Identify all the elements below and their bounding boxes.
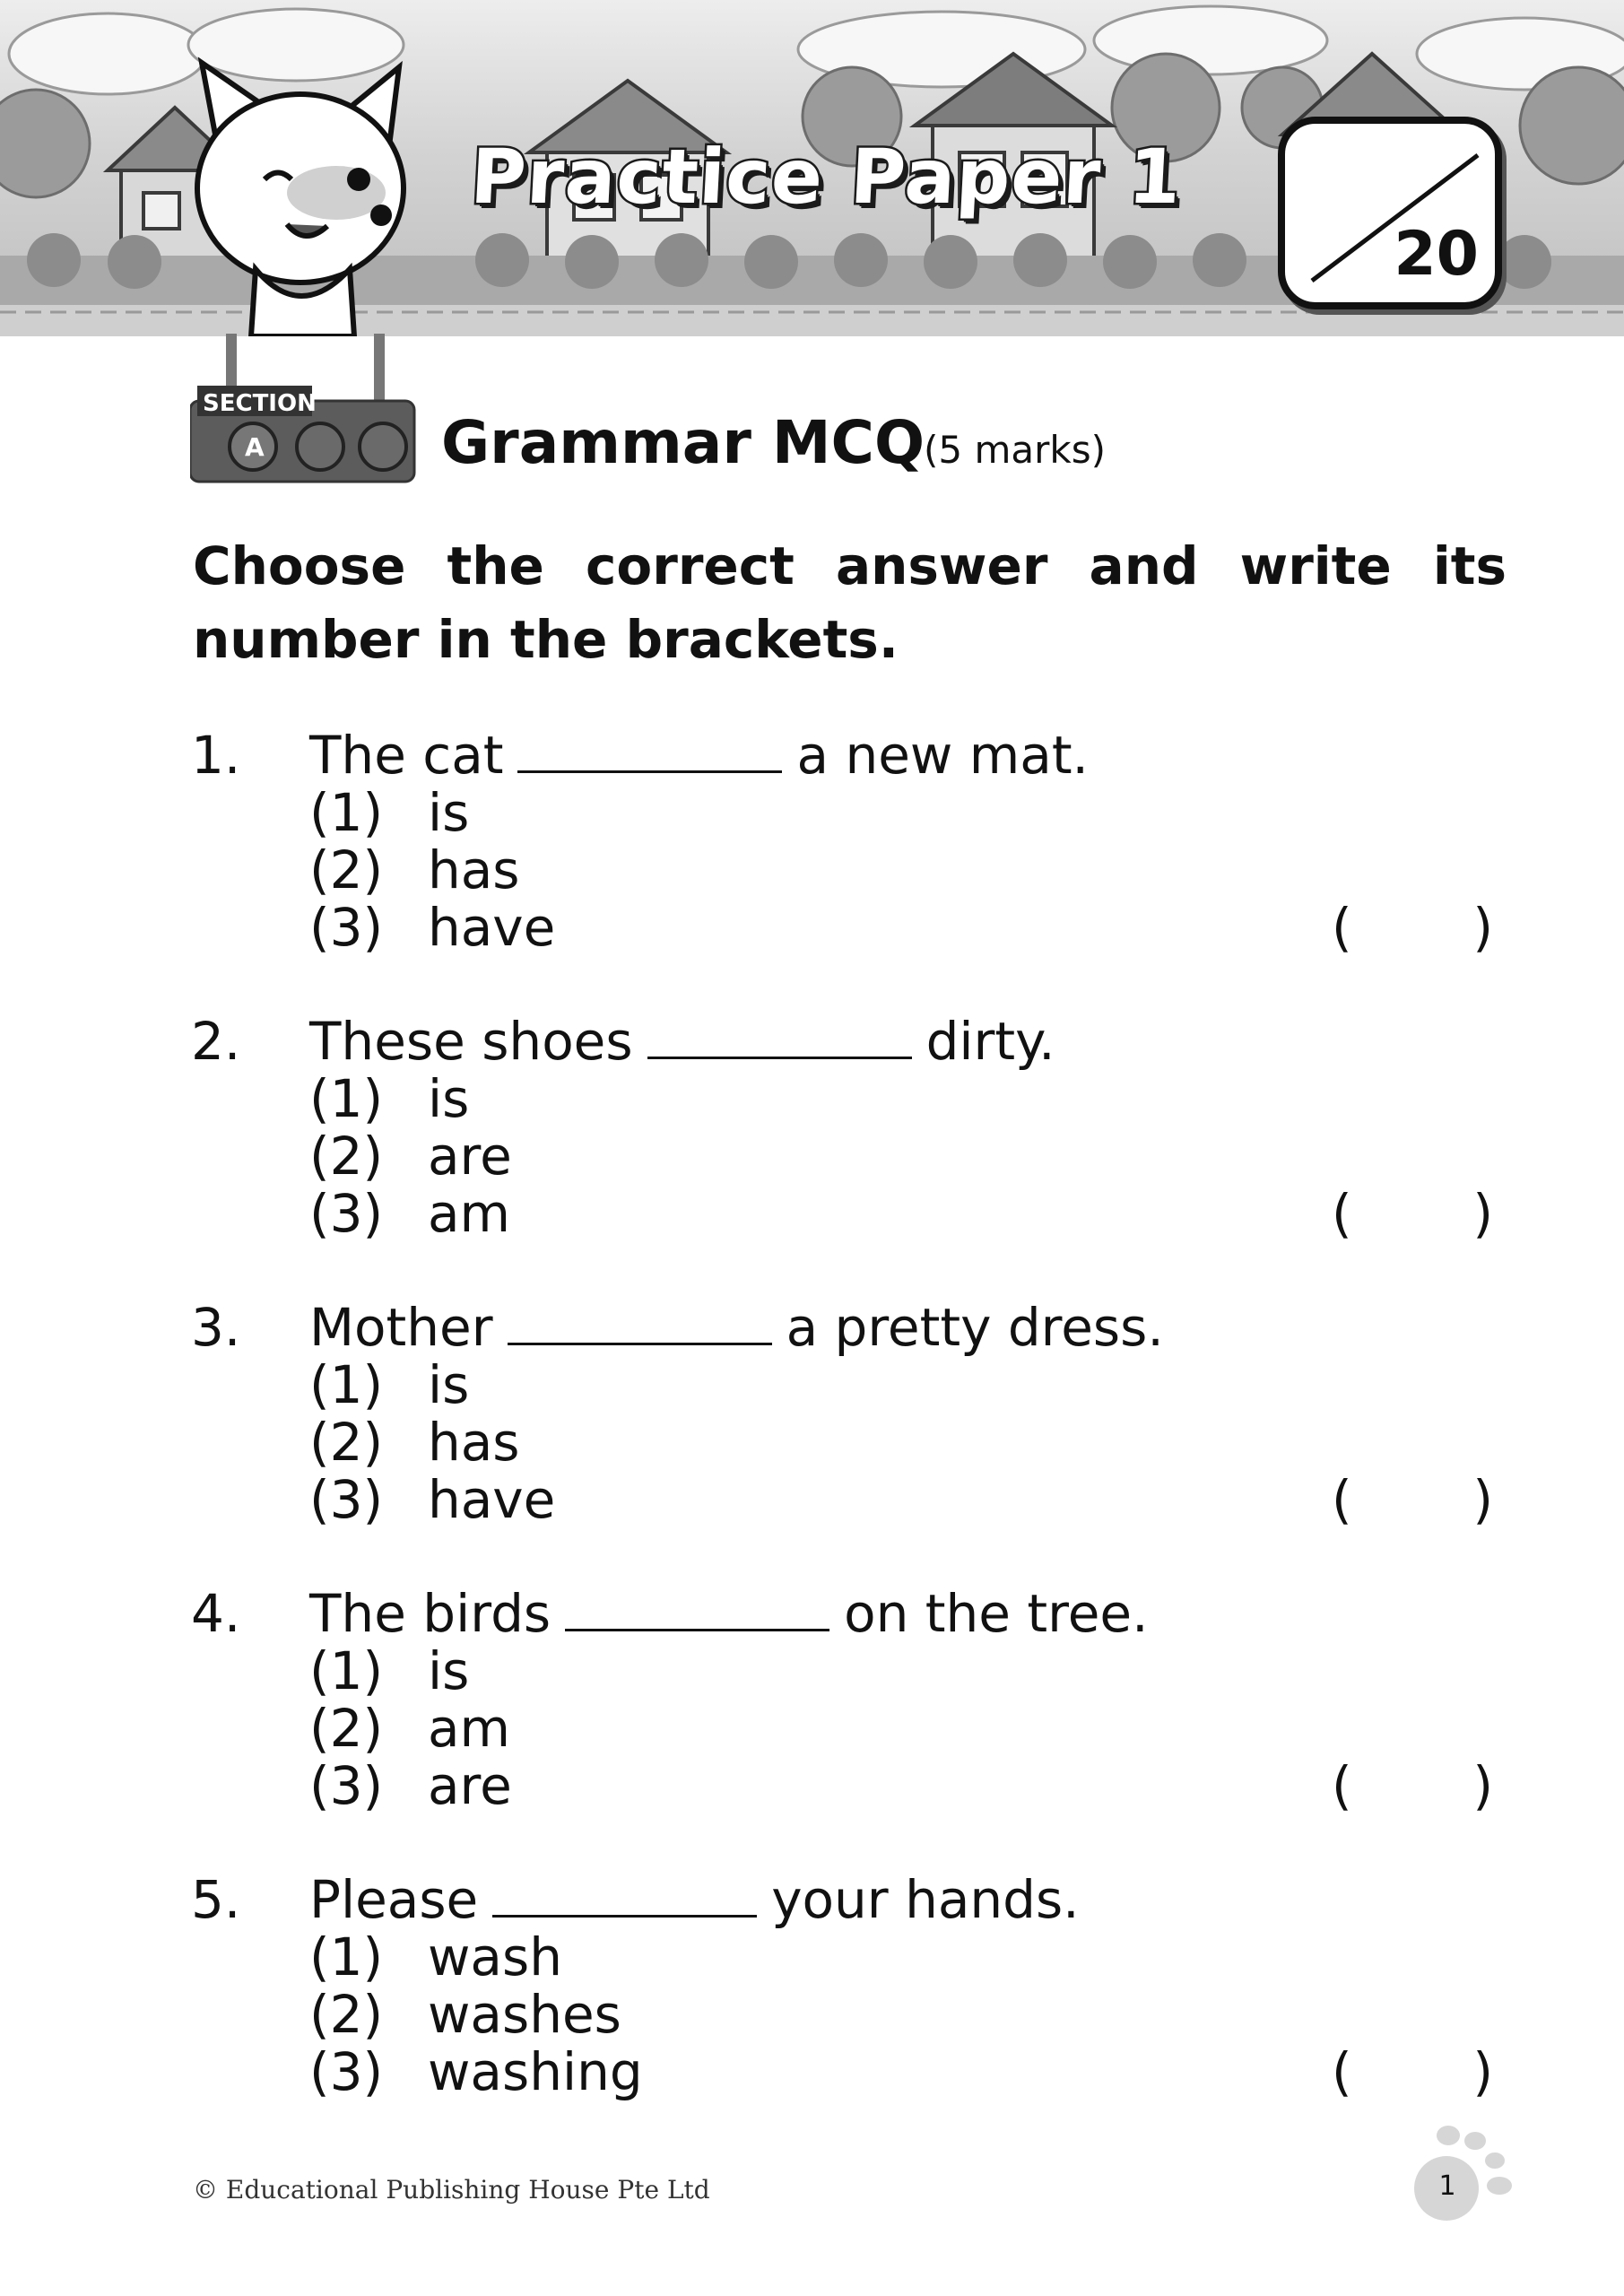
question-stem <box>309 1871 1080 1928</box>
stem-after: a pretty dress. <box>786 1297 1164 1358</box>
option-label: (3) <box>309 1469 384 1530</box>
stem-after: a new mat. <box>796 725 1089 786</box>
question-number: 5. <box>191 1869 241 1930</box>
answer-bracket[interactable] <box>1332 1185 1493 1242</box>
option-label: (1) <box>309 782 384 843</box>
option-label: (1) <box>309 1640 384 1701</box>
question-stem <box>309 1299 1164 1356</box>
question-number: 1. <box>191 725 241 786</box>
option-label: (2) <box>309 839 384 900</box>
option-2[interactable] <box>0 1413 1624 1471</box>
stem-before: These shoes <box>309 1011 633 1072</box>
question-5 <box>0 1871 1624 2140</box>
section-badge-letter: A <box>245 432 265 462</box>
option-text: is <box>428 782 470 843</box>
answer-bracket[interactable] <box>1332 899 1493 956</box>
option-1[interactable] <box>0 1070 1624 1127</box>
question-1 <box>0 726 1624 996</box>
stem-before: Mother <box>309 1297 493 1358</box>
option-text: washes <box>428 1984 621 2045</box>
page-number: 1 <box>1438 2170 1456 2202</box>
page-title: Practice Paper 1 <box>468 133 1185 221</box>
option-text: is <box>428 1640 470 1701</box>
option-text: is <box>428 1354 470 1415</box>
option-2[interactable] <box>0 1986 1624 2043</box>
deer-mascot-icon <box>179 54 421 336</box>
option-text: have <box>428 897 556 958</box>
option-text: has <box>428 839 520 900</box>
option-label: (2) <box>309 1984 384 2045</box>
section-title: Grammar MCQ <box>441 408 925 477</box>
answer-blank <box>492 1875 757 1918</box>
bracket-open: ( <box>1332 897 1352 958</box>
option-text: are <box>428 1126 512 1187</box>
bracket-close: ) <box>1472 1755 1493 1816</box>
question-stem <box>309 726 1089 784</box>
option-label: (3) <box>309 897 384 958</box>
answer-blank <box>647 1017 912 1059</box>
option-text: has <box>428 1412 520 1473</box>
score-box[interactable] <box>1278 117 1502 309</box>
stem-after: your hands. <box>771 1869 1080 1930</box>
answer-bracket[interactable] <box>1332 1757 1493 1814</box>
question-stem <box>309 1013 1055 1070</box>
bracket-close: ) <box>1472 1183 1493 1244</box>
bracket-close: ) <box>1472 897 1493 958</box>
answer-blank <box>517 731 782 773</box>
option-label: (2) <box>309 1698 384 1759</box>
answer-blank <box>508 1303 772 1345</box>
section-badge-icon <box>190 334 419 491</box>
header-banner <box>0 0 1624 336</box>
option-2[interactable] <box>0 841 1624 899</box>
option-text: is <box>428 1068 470 1129</box>
stem-after: on the tree. <box>844 1583 1149 1644</box>
bracket-open: ( <box>1332 1183 1352 1244</box>
question-3 <box>0 1299 1624 1568</box>
stem-before: The birds <box>309 1583 551 1644</box>
section-marks: (5 marks) <box>924 428 1106 472</box>
stem-after: dirty. <box>925 1011 1055 1072</box>
option-label: (2) <box>309 1126 384 1187</box>
question-stem <box>309 1585 1149 1642</box>
copyright-notice: © Educational Publishing House Pte Ltd <box>193 2175 710 2205</box>
question-4 <box>0 1585 1624 1854</box>
answer-bracket[interactable] <box>1332 1471 1493 1528</box>
score-total: 20 <box>1394 219 1479 290</box>
bracket-close: ) <box>1472 1469 1493 1530</box>
stem-before: Please <box>309 1869 479 1930</box>
bracket-open: ( <box>1332 2041 1352 2102</box>
option-1[interactable] <box>0 784 1624 841</box>
option-label: (3) <box>309 1755 384 1816</box>
question-number: 4. <box>191 1583 241 1644</box>
option-label: (3) <box>309 2041 384 2102</box>
bracket-close: ) <box>1472 2041 1493 2102</box>
option-1[interactable] <box>0 1356 1624 1413</box>
option-1[interactable] <box>0 1928 1624 1986</box>
option-label: (1) <box>309 1926 384 1987</box>
option-1[interactable] <box>0 1642 1624 1700</box>
option-2[interactable] <box>0 1700 1624 1757</box>
answer-blank <box>565 1589 829 1631</box>
option-text: am <box>428 1183 511 1244</box>
option-label: (2) <box>309 1412 384 1473</box>
instruction-text: Choose the correct answer and write its number in the brackets. <box>193 535 1507 670</box>
option-text: have <box>428 1469 556 1530</box>
stem-before: The cat <box>309 725 504 786</box>
option-label: (3) <box>309 1183 384 1244</box>
bracket-open: ( <box>1332 1469 1352 1530</box>
section-badge-label: SECTION <box>203 390 317 417</box>
question-number: 3. <box>191 1297 241 1358</box>
option-text: wash <box>428 1926 562 1987</box>
option-label: (1) <box>309 1068 384 1129</box>
option-text: are <box>428 1755 512 1816</box>
option-2[interactable] <box>0 1127 1624 1185</box>
option-text: am <box>428 1698 511 1759</box>
option-label: (1) <box>309 1354 384 1415</box>
question-number: 2. <box>191 1011 241 1072</box>
answer-bracket[interactable] <box>1332 2043 1493 2100</box>
bracket-open: ( <box>1332 1755 1352 1816</box>
option-text: washing <box>428 2041 643 2102</box>
question-2 <box>0 1013 1624 1282</box>
